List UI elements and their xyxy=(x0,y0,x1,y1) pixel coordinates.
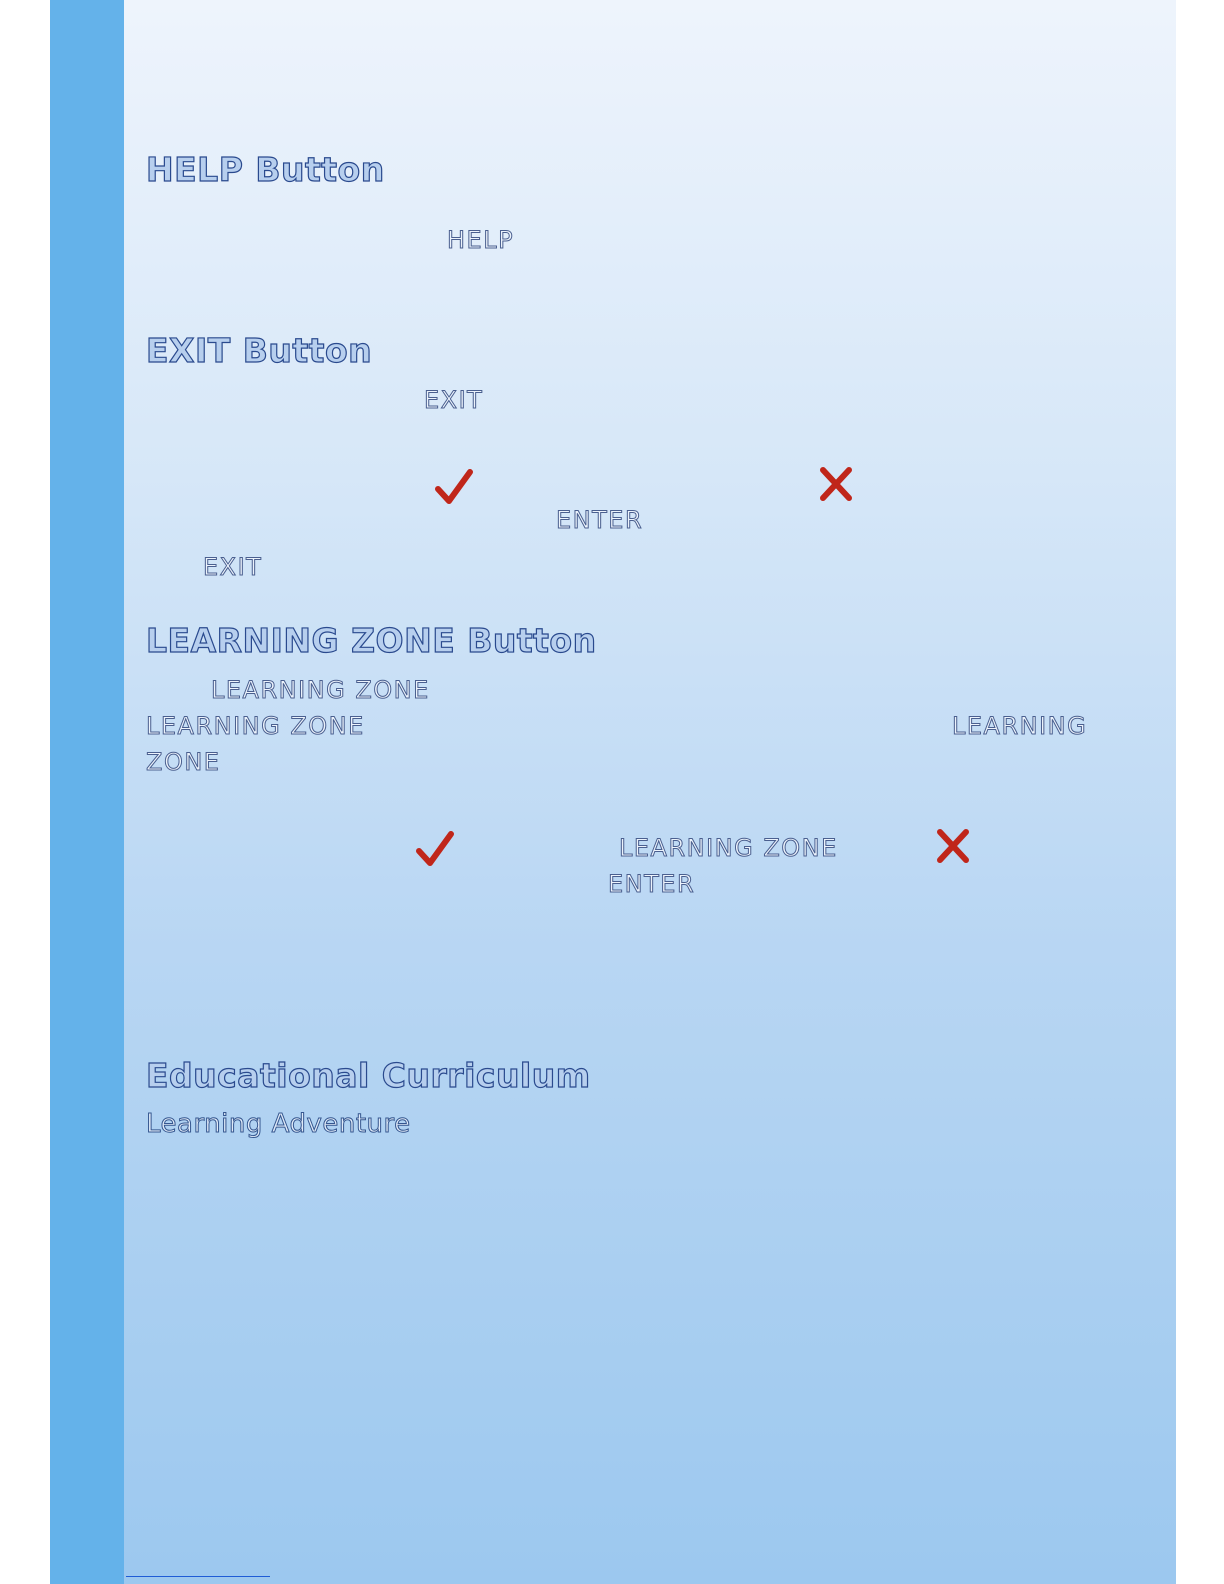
learning-zone-keyword: LEARNING ZONE xyxy=(146,712,365,740)
gradient-panel xyxy=(50,0,1176,1584)
curriculum-heading: Educational Curriculum xyxy=(146,1056,591,1095)
learning-zone-keyword: LEARNING ZONE xyxy=(211,676,430,704)
curriculum-subheading: Learning Adventure xyxy=(146,1109,411,1139)
footnote-rule xyxy=(126,1576,270,1577)
exit-keyword: EXIT xyxy=(424,386,484,414)
exit-enter-keyword: ENTER xyxy=(556,506,644,534)
exit-heading: EXIT Button xyxy=(146,331,373,370)
left-sidebar-band xyxy=(50,0,124,1584)
learning-zone-keyword: LEARNING ZONE xyxy=(619,834,838,862)
learning-zone-enter-keyword: ENTER xyxy=(608,870,696,898)
zone-keyword: ZONE xyxy=(146,748,221,776)
learning-zone-heading: LEARNING ZONE Button xyxy=(146,621,597,660)
checkmark-icon xyxy=(415,829,455,869)
cross-icon xyxy=(816,464,856,504)
checkmark-icon xyxy=(434,467,474,507)
help-keyword: HELP xyxy=(447,226,515,254)
help-heading: HELP Button xyxy=(146,150,385,189)
exit-keyword-2: EXIT xyxy=(203,553,263,581)
cross-icon xyxy=(933,826,973,866)
learning-keyword: LEARNING xyxy=(952,712,1088,740)
